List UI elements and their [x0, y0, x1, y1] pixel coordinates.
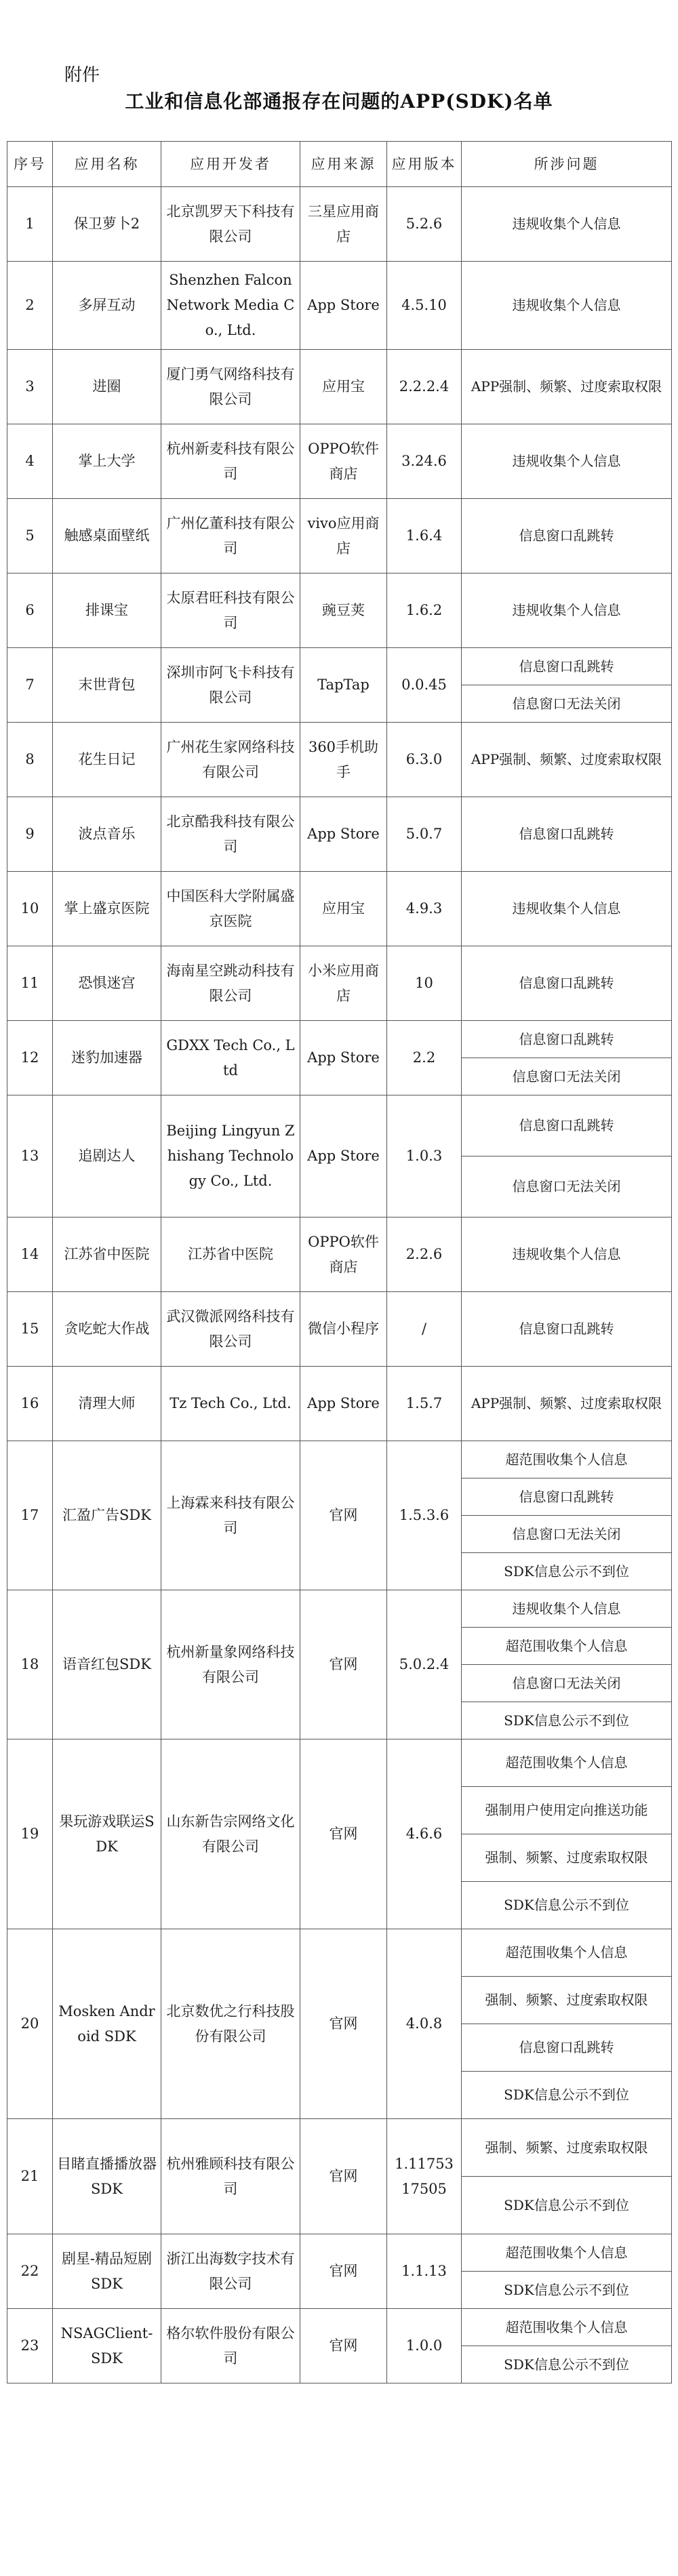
cell-developer: GDXX Tech Co., Ltd: [161, 1021, 300, 1095]
cell-developer: 杭州新麦科技有限公司: [161, 424, 300, 499]
cell-no: 12: [7, 1021, 53, 1095]
cell-issue: 信息窗口乱跳转: [462, 946, 672, 1021]
cell-issue: 强制用户使用定向推送功能: [462, 1787, 672, 1834]
cell-version: /: [387, 1292, 462, 1367]
cell-version: 5.2.6: [387, 187, 462, 262]
cell-developer: 太原君旺科技有限公司: [161, 573, 300, 648]
cell-source: 官网: [300, 2119, 387, 2234]
cell-issue: SDK信息公示不到位: [462, 2177, 672, 2234]
cell-developer: Beijing Lingyun Zhishang Technology Co., Ltd.: [161, 1095, 300, 1217]
cell-version: 5.0.7: [387, 797, 462, 872]
cell-source: 官网: [300, 1929, 387, 2119]
cell-app-name: 掌上盛京医院: [53, 872, 161, 946]
cell-issue: 超范围收集个人信息: [462, 1739, 672, 1787]
cell-developer: 杭州新量象网络科技有限公司: [161, 1590, 300, 1739]
cell-developer: 杭州雅顾科技有限公司: [161, 2119, 300, 2234]
cell-version: 1.0.0: [387, 2309, 462, 2383]
table-row: [7, 946, 672, 1021]
cell-app-name: 清理大师: [53, 1367, 161, 1441]
cell-version: 5.0.2.4: [387, 1590, 462, 1739]
table-row: [7, 1095, 672, 1156]
cell-version: 2.2.6: [387, 1217, 462, 1292]
cell-app-name: 触感桌面壁纸: [53, 499, 161, 573]
cell-no: 1: [7, 187, 53, 262]
cell-source: 豌豆荚: [300, 573, 387, 648]
table-body: [7, 187, 672, 2383]
cell-no: 20: [7, 1929, 53, 2119]
cell-version: 6.3.0: [387, 723, 462, 797]
cell-version: 1.0.3: [387, 1095, 462, 1217]
cell-issue: 信息窗口无法关闭: [462, 1058, 672, 1095]
cell-issue: 强制、频繁、过度索取权限: [462, 1977, 672, 2024]
table-row: [7, 2234, 672, 2272]
cell-issue: 信息窗口无法关闭: [462, 1516, 672, 1553]
cell-developer: 广州亿董科技有限公司: [161, 499, 300, 573]
cell-source: 应用宝: [300, 350, 387, 424]
cell-issue: 违规收集个人信息: [462, 187, 672, 262]
cell-source: 官网: [300, 1590, 387, 1739]
cell-developer: 广州花生家网络科技有限公司: [161, 723, 300, 797]
table-row: [7, 872, 672, 946]
cell-source: App Store: [300, 1095, 387, 1217]
cell-app-name: 汇盈广告SDK: [53, 1441, 161, 1590]
column-header-version: 应用版本: [387, 142, 462, 187]
cell-no: 23: [7, 2309, 53, 2383]
cell-issue: SDK信息公示不到位: [462, 1553, 672, 1590]
cell-source: 官网: [300, 1739, 387, 1929]
cell-app-name: 恐惧迷宫: [53, 946, 161, 1021]
table-row: [7, 1929, 672, 1977]
cell-version: 10: [387, 946, 462, 1021]
cell-source: 应用宝: [300, 872, 387, 946]
table-row: [7, 1441, 672, 1478]
cell-issue: SDK信息公示不到位: [462, 2346, 672, 2383]
table-row: [7, 2119, 672, 2177]
cell-issue: 超范围收集个人信息: [462, 1929, 672, 1977]
cell-issue: 信息窗口乱跳转: [462, 1292, 672, 1367]
cell-issue: 超范围收集个人信息: [462, 1441, 672, 1478]
cell-version: 3.24.6: [387, 424, 462, 499]
cell-issue: 违规收集个人信息: [462, 1217, 672, 1292]
cell-issue: APP强制、频繁、过度索取权限: [462, 350, 672, 424]
cell-version: 1.6.4: [387, 499, 462, 573]
cell-no: 4: [7, 424, 53, 499]
cell-app-name: 迷豹加速器: [53, 1021, 161, 1095]
cell-source: 官网: [300, 2309, 387, 2383]
table-row: [7, 499, 672, 573]
table-row: [7, 1021, 672, 1058]
attachment-label: 附件: [64, 65, 100, 85]
cell-issue: 违规收集个人信息: [462, 1590, 672, 1628]
cell-app-name: 追剧达人: [53, 1095, 161, 1217]
cell-issue: 违规收集个人信息: [462, 573, 672, 648]
cell-issue: 超范围收集个人信息: [462, 2309, 672, 2346]
cell-issue: 违规收集个人信息: [462, 872, 672, 946]
cell-no: 11: [7, 946, 53, 1021]
cell-issue: 信息窗口乱跳转: [462, 499, 672, 573]
column-header-name: 应用名称: [53, 142, 161, 187]
cell-no: 15: [7, 1292, 53, 1367]
cell-developer: 北京数优之行科技股份有限公司: [161, 1929, 300, 2119]
cell-no: 18: [7, 1590, 53, 1739]
cell-version: 1.5.3.6: [387, 1441, 462, 1590]
cell-app-name: 果玩游戏联运SDK: [53, 1739, 161, 1929]
column-header-issue: 所涉问题: [462, 142, 672, 187]
table-row: [7, 797, 672, 872]
cell-developer: 厦门勇气网络科技有限公司: [161, 350, 300, 424]
column-header-no: 序号: [7, 142, 53, 187]
cell-version: 0.0.45: [387, 648, 462, 723]
cell-developer: Tz Tech Co., Ltd.: [161, 1367, 300, 1441]
cell-source: App Store: [300, 1021, 387, 1095]
cell-no: 22: [7, 2234, 53, 2309]
cell-version: 4.5.10: [387, 262, 462, 350]
cell-app-name: 排课宝: [53, 573, 161, 648]
cell-no: 14: [7, 1217, 53, 1292]
cell-developer: 海南星空跳动科技有限公司: [161, 946, 300, 1021]
cell-source: 360手机助手: [300, 723, 387, 797]
cell-no: 17: [7, 1441, 53, 1590]
cell-no: 5: [7, 499, 53, 573]
cell-no: 10: [7, 872, 53, 946]
cell-app-name: 花生日记: [53, 723, 161, 797]
cell-issue: 信息窗口乱跳转: [462, 797, 672, 872]
cell-source: App Store: [300, 1367, 387, 1441]
cell-developer: 山东新告宗网络文化有限公司: [161, 1739, 300, 1929]
cell-issue: SDK信息公示不到位: [462, 2072, 672, 2119]
cell-issue: APP强制、频繁、过度索取权限: [462, 1367, 672, 1441]
cell-issue: 信息窗口乱跳转: [462, 648, 672, 685]
cell-source: 官网: [300, 2234, 387, 2309]
cell-app-name: 进圈: [53, 350, 161, 424]
column-header-developer: 应用开发者: [161, 142, 300, 187]
cell-source: 官网: [300, 1441, 387, 1590]
cell-app-name: NSAGClient-SDK: [53, 2309, 161, 2383]
cell-issue: SDK信息公示不到位: [462, 1702, 672, 1739]
cell-no: 21: [7, 2119, 53, 2234]
cell-developer: 中国医科大学附属盛京医院: [161, 872, 300, 946]
cell-version: 4.0.8: [387, 1929, 462, 2119]
cell-developer: 武汉微派网络科技有限公司: [161, 1292, 300, 1367]
cell-version: 1.6.2: [387, 573, 462, 648]
cell-version: 2.2.2.4: [387, 350, 462, 424]
cell-version: 2.2: [387, 1021, 462, 1095]
cell-issue: 信息窗口乱跳转: [462, 1095, 672, 1156]
cell-source: 小米应用商店: [300, 946, 387, 1021]
cell-version: 1.5.7: [387, 1367, 462, 1441]
cell-issue: SDK信息公示不到位: [462, 1882, 672, 1929]
cell-developer: 深圳市阿飞卡科技有限公司: [161, 648, 300, 723]
table-row: [7, 1292, 672, 1367]
cell-app-name: 波点音乐: [53, 797, 161, 872]
app-list-table: [7, 141, 672, 2383]
table-row: [7, 1739, 672, 1787]
table-row: [7, 187, 672, 262]
cell-issue: 信息窗口乱跳转: [462, 1021, 672, 1058]
table-row: [7, 648, 672, 685]
table-row: [7, 723, 672, 797]
cell-developer: 上海霖来科技有限公司: [161, 1441, 300, 1590]
cell-source: App Store: [300, 262, 387, 350]
cell-source: App Store: [300, 797, 387, 872]
cell-no: 19: [7, 1739, 53, 1929]
cell-issue: 超范围收集个人信息: [462, 1628, 672, 1665]
cell-source: OPPO软件商店: [300, 1217, 387, 1292]
cell-developer: 北京凯罗天下科技有限公司: [161, 187, 300, 262]
table-row: [7, 1217, 672, 1292]
table-row: [7, 2309, 672, 2346]
cell-app-name: 贪吃蛇大作战: [53, 1292, 161, 1367]
cell-no: 16: [7, 1367, 53, 1441]
table-row: [7, 350, 672, 424]
cell-app-name: 语音红包SDK: [53, 1590, 161, 1739]
cell-developer: 北京酷我科技有限公司: [161, 797, 300, 872]
cell-source: 微信小程序: [300, 1292, 387, 1367]
cell-version: 4.6.6: [387, 1739, 462, 1929]
cell-app-name: 多屏互动: [53, 262, 161, 350]
cell-app-name: 江苏省中医院: [53, 1217, 161, 1292]
cell-issue: 信息窗口乱跳转: [462, 1478, 672, 1516]
cell-issue: 违规收集个人信息: [462, 424, 672, 499]
cell-no: 13: [7, 1095, 53, 1217]
cell-version: 4.9.3: [387, 872, 462, 946]
cell-issue: 信息窗口乱跳转: [462, 2024, 672, 2072]
cell-source: 三星应用商店: [300, 187, 387, 262]
cell-source: vivo应用商店: [300, 499, 387, 573]
cell-issue: 信息窗口无法关闭: [462, 1156, 672, 1217]
cell-developer: 浙江出海数字技术有限公司: [161, 2234, 300, 2309]
cell-no: 2: [7, 262, 53, 350]
table-row: [7, 424, 672, 499]
table-row: [7, 1590, 672, 1628]
table-row: [7, 573, 672, 648]
cell-app-name: Mosken Android SDK: [53, 1929, 161, 2119]
cell-source: TapTap: [300, 648, 387, 723]
cell-issue: SDK信息公示不到位: [462, 2272, 672, 2309]
cell-issue: 强制、频繁、过度索取权限: [462, 2119, 672, 2177]
cell-issue: APP强制、频繁、过度索取权限: [462, 723, 672, 797]
table-row: [7, 262, 672, 350]
cell-issue: 超范围收集个人信息: [462, 2234, 672, 2272]
cell-no: 6: [7, 573, 53, 648]
cell-version: 1.1175317505: [387, 2119, 462, 2234]
table-header-row: [7, 142, 672, 187]
column-header-source: 应用来源: [300, 142, 387, 187]
cell-issue: 信息窗口无法关闭: [462, 685, 672, 723]
cell-version: 1.1.13: [387, 2234, 462, 2309]
cell-developer: 格尔软件股份有限公司: [161, 2309, 300, 2383]
cell-developer: Shenzhen Falcon Network Media Co., Ltd.: [161, 262, 300, 350]
document-title: 工业和信息化部通报存在问题的APP(SDK)名单: [125, 90, 553, 113]
cell-no: 8: [7, 723, 53, 797]
cell-issue: 强制、频繁、过度索取权限: [462, 1834, 672, 1882]
cell-no: 3: [7, 350, 53, 424]
cell-issue: 信息窗口无法关闭: [462, 1665, 672, 1702]
table-row: [7, 1367, 672, 1441]
cell-developer: 江苏省中医院: [161, 1217, 300, 1292]
cell-app-name: 掌上大学: [53, 424, 161, 499]
cell-app-name: 末世背包: [53, 648, 161, 723]
cell-app-name: 目睹直播播放器SDK: [53, 2119, 161, 2234]
cell-no: 9: [7, 797, 53, 872]
cell-issue: 违规收集个人信息: [462, 262, 672, 350]
cell-app-name: 保卫萝卜2: [53, 187, 161, 262]
cell-app-name: 剧星-精品短剧SDK: [53, 2234, 161, 2309]
cell-source: OPPO软件商店: [300, 424, 387, 499]
cell-no: 7: [7, 648, 53, 723]
